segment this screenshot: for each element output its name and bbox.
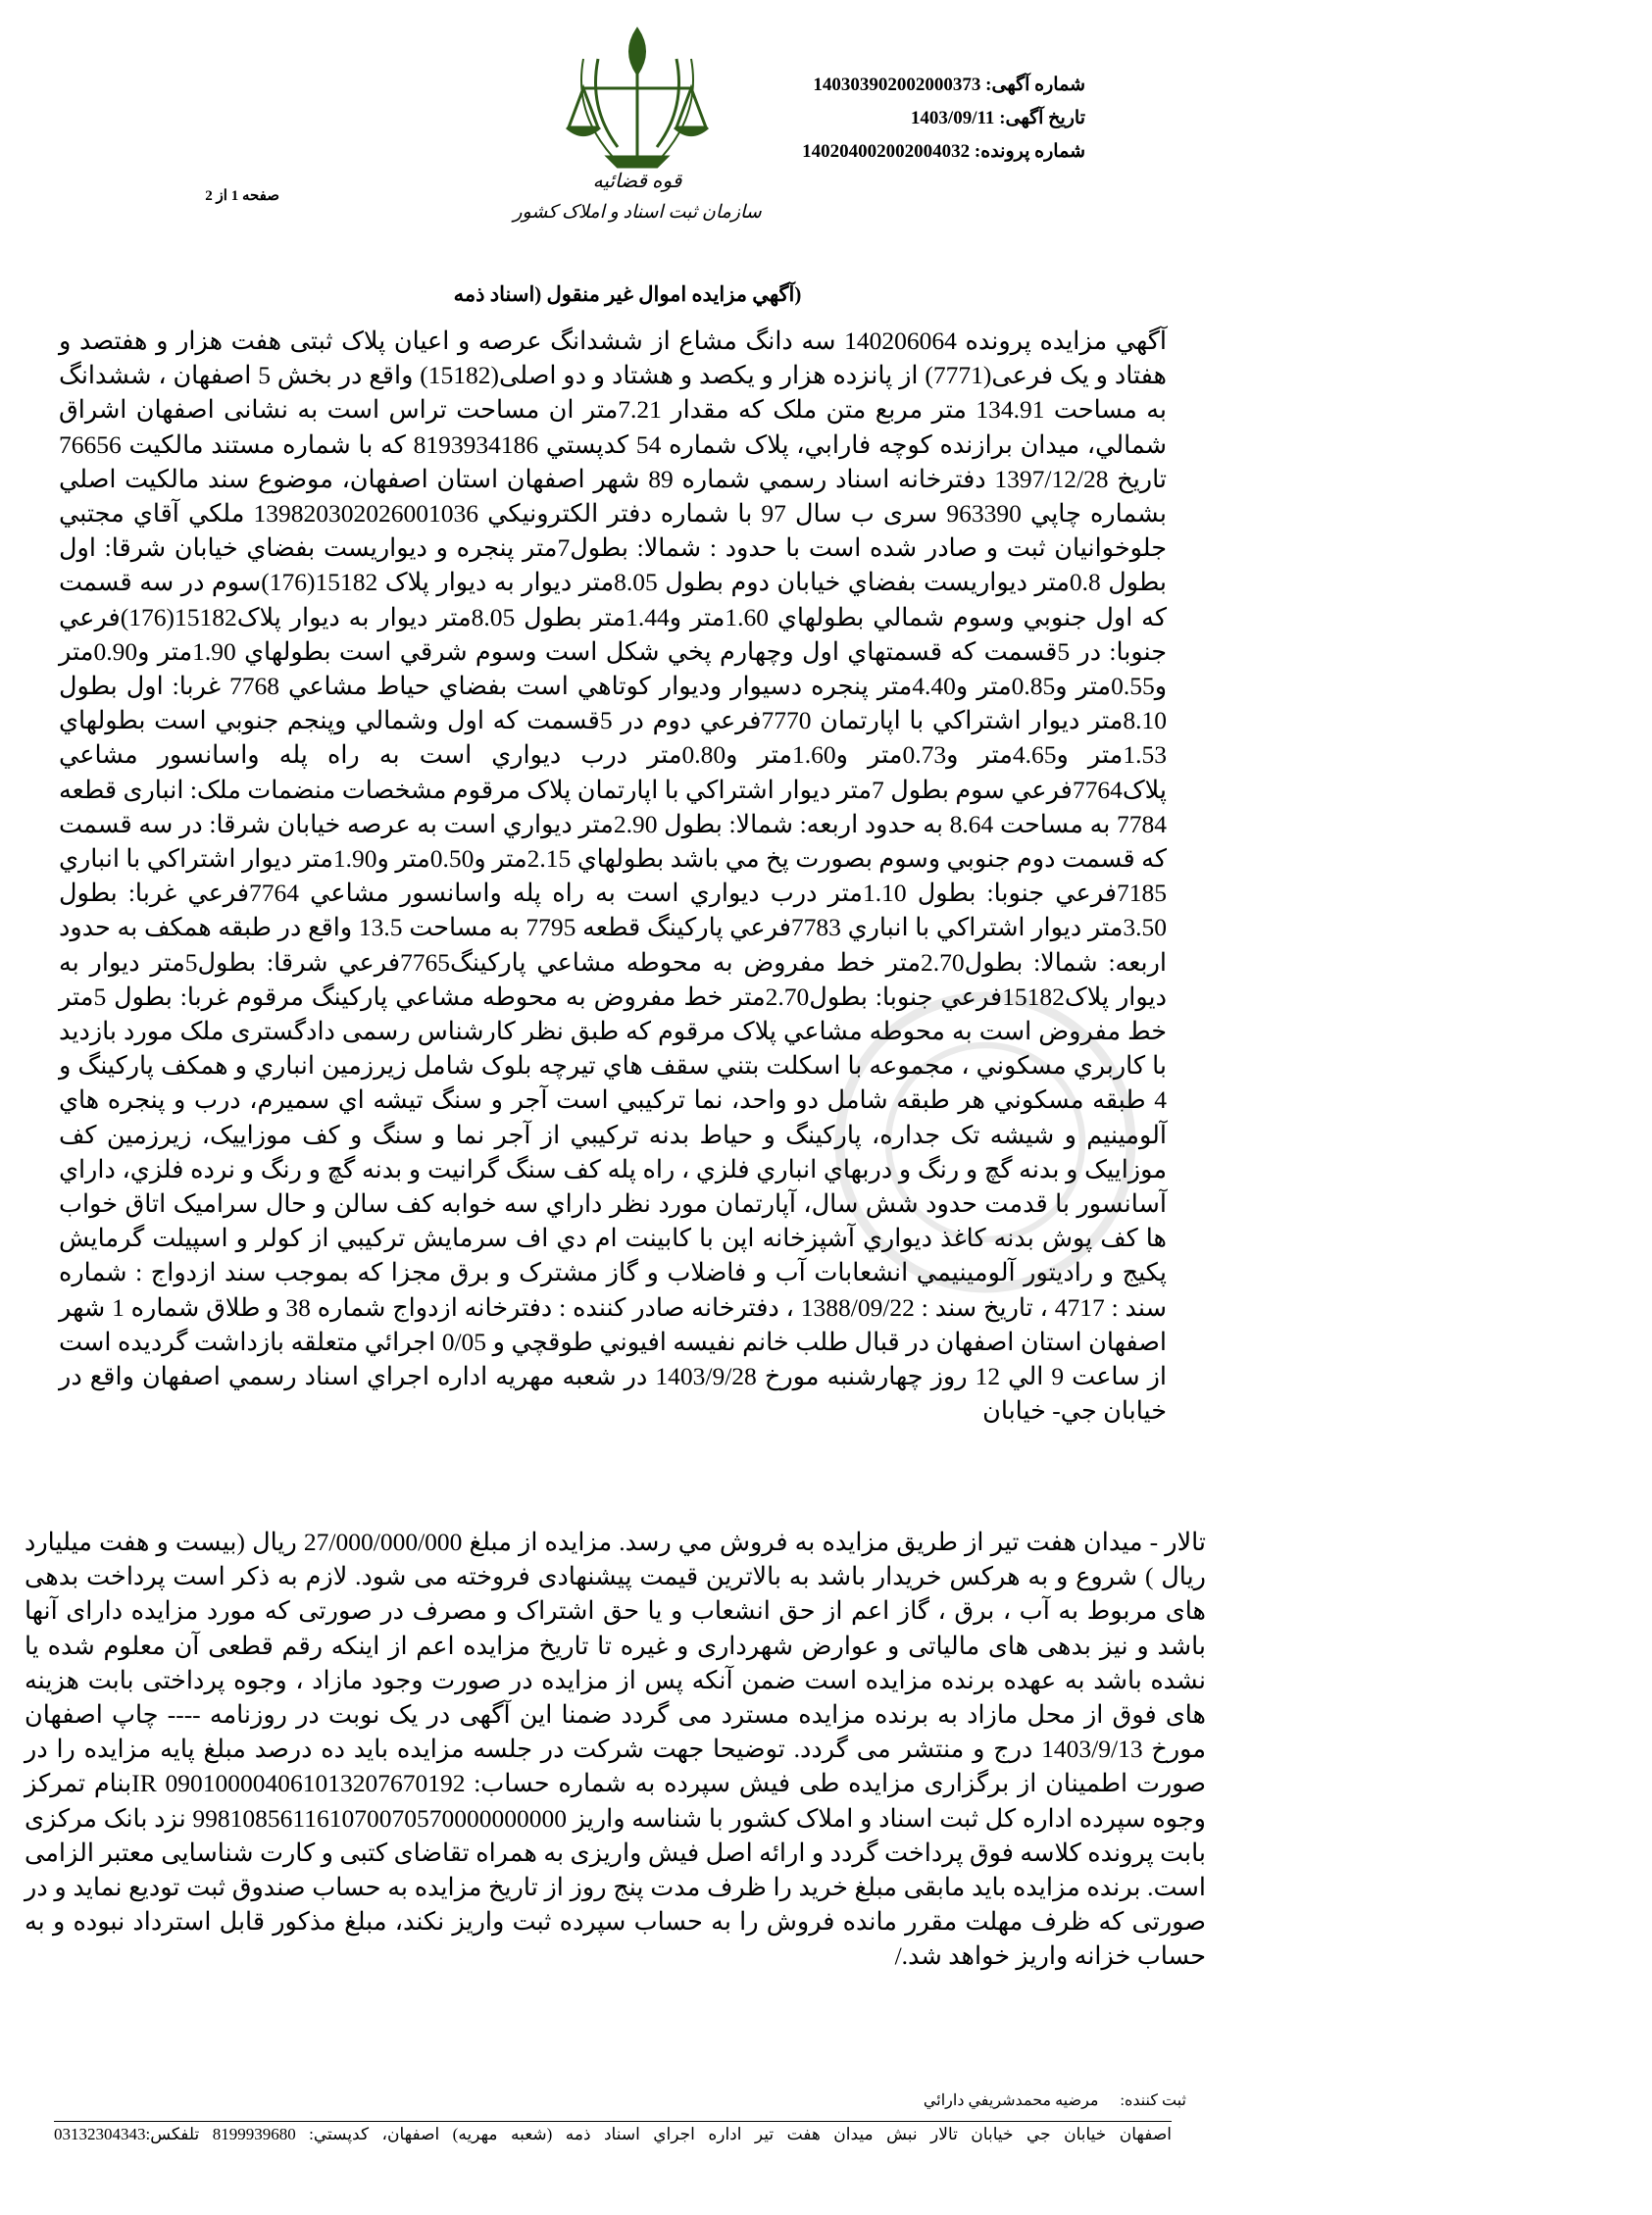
document-title: (آگهي مزايده اموال غير منقول (اسناد ذمه (453, 282, 802, 306)
registrar-name: مرضیه محمدشریفي دارائي (923, 2092, 1099, 2109)
paragraph-auction-terms: تالار - ميدان هفت تير از طريق مزايده به فروش مي رسد. مزايده از مبلغ 27/000/000/000 ریال (بیست و هفت میلیارد ریال ) شروع و به هرکس خریدار باشد به بالاترین قیمت پیشنهادی فروخته می شود. لازم به ذکر است پرداخت بدهی های مربوط به آب ، برق ، گاز اعم از حق انشعاب و یا حق اشتراک و مصرف در صورتی که مورد مزایده دارای آنها باشد و نیز بدهی های مالیاتی و عوارض شهرداری و غیره تا تاریخ مزایده اعم از اینکه رقم قطعی آن معلوم شده یا نشده باشد به عهده برنده مزایده است ضمن آنکه پس از مزایده در صورت وجود مازاد ، وجوه پرداختی بابت هزینه های فوق از محل مازاد به برنده مزایده مسترد می گردد ضمنا این آگهی در یک نوبت در روزنامه ---- چاپ اصفهان مورخ 1403/9/13 درج و منتشر می گردد. توضیحا جهت شرکت در جلسه مزایده باید ده درصد مبلغ پایه مزایده را در صورت اطمینان از برگزاری مزایده طی فیش سپرده به شماره حساب: IR 090100004061013207670192بنام تمرکز وجوه سپرده اداره کل ثبت اسناد و املاک کشور با شناسه واریز 998108561161070070570000000000 نزد بانک مرکزی بابت پرونده کلاسه فوق پرداخت گردد و ارائه اصل فیش واریزی به همراه تقاضای کتبی و کارت شناسایی معتبر الزامی است. برنده مزایده باید مابقی مبلغ خرید را ظرف مدت پنج روز از تاریخ مزایده به حساب صندوق ثبت تودیع نماید و در صورتی که ظرف مهلت مقرر مانده فروش را به حساب سپرده ثبت واریز نکند، مبلغ مذکور قابل استرداد نبوده و به حساب خزانه واریز خواهد شد./ (25, 1528, 1207, 1971)
registrar-row (765, 2090, 1186, 2110)
ad-date-label: تاریخ آگهی: (999, 108, 1085, 128)
auction-notice-body (59, 324, 1167, 1429)
registrar-label: ثبت کننده: (1120, 2092, 1186, 2109)
footer-divider (54, 2121, 1172, 2122)
case-number-label: شماره پرونده: (974, 141, 1085, 162)
header-meta (693, 69, 1085, 169)
ad-date: 1403/09/11 (910, 108, 995, 128)
auction-terms-body (25, 1525, 1206, 1974)
paragraph-property-description: آگهي مزايده پرونده 140206064 سه دانگ مشاع از ششدانگ عرصه و اعيان پلاک ثبتی هفت هزار و هفتصد و هفتاد و یک فرعی(7771) از پانزده هزار و یکصد و هشتاد و دو اصلی(15182) واقع در بخش 5 اصفهان ، ششدانگ به مساحت 134.91 متر مربع متن ملک که مقدار 7.21متر ان مساحت تراس است به نشانی اصفهان اشراق شمالي، ميدان برازنده کوچه فارابي، پلاک شماره 54 کدپستي 8193934186 که با شماره مستند مالکيت 76656 تاريخ 1397/12/28 دفترخانه اسناد رسمي شماره 89 شهر اصفهان استان اصفهان، موضوع سند مالکيت اصلي بشماره چاپي 963390 سری ب سال 97 با شماره دفتر الکترونيکي 139820302026001036 ملکي آقاي مجتبي جلوخوانيان ثبت و صادر شده است با حدود : شمالا: بطول7متر پنجره و ديواريست بفضاي خيابان شرقا: اول بطول 0.8متر ديواريست بفضاي خيابان دوم بطول 8.05متر ديوار به ديوار پلاک 15182(176)سوم در سه قسمت که اول جنوبي وسوم شمالي بطولهاي 1.60متر و1.44متر بطول 8.05متر ديوار به ديوار پلاک15182(176)فرعي جنوبا: در 5قسمت که قسمتهاي اول وچهارم پخي شکل است وسوم شرقي است بطولهاي 1.90متر و0.90متر و0.55متر و0.85متر و4.40متر پنجره دسيوار وديوار کوتاهي است بفضاي حياط مشاعي 7768 غربا: اول بطول 8.10متر ديوار اشتراکي با اپارتمان 7770فرعي دوم در 5قسمت که اول وشمالي وپنجم جنوبي است بطولهاي 1.53متر و4.65متر و0.73متر و1.60متر و0.80متر درب ديواري است به راه پله واسانسور مشاعي پلاک7764فرعي سوم بطول 7متر ديوار اشتراکي با اپارتمان پلاک مرقوم مشخصات منضمات ملک: انباری قطعه 7784 به مساحت 8.64 به حدود اربعه: شمالا: بطول 2.90متر ديواري است به عرصه خيابان شرقا: در سه قسمت که قسمت دوم جنوبي وسوم بصورت پخ مي باشد بطولهاي 2.15متر و0.50متر و1.90متر ديوار اشتراکي با انباري 7185فرعي جنوبا: بطول 1.10متر درب ديواري است به راه پله واسانسور مشاعي 7764فرعي غربا: بطول 3.50متر ديوار اشتراکي با انباري 7783فرعي پارکينگ قطعه 7795 به مساحت 13.5 واقع در طبقه همکف به حدود اربعه: شمالا: بطول2.70متر خط مفروض به محوطه مشاعي پارکينگ7765فرعي شرقا: بطول5متر ديوار به ديوار پلاک15182فرعي جنوبا: بطول2.70متر خط مفروض به محوطه مشاعي پارکينگ مرقوم غربا: بطول 5متر خط مفروض است به محوطه مشاعي پلاک مرقوم که طبق نظر کارشناس رسمی دادگستری ملک مورد بازديد با کاربري مسکوني ، مجموعه با اسکلت بتني سقف هاي تيرچه بلوک شامل زيرزمين انباري و همکف پارکينگ و 4 طبقه مسکوني هر طبقه شامل دو واحد، نما ترکيبي است آجر و سنگ تيشه اي سميرم، درب و پنجره هاي آلومينيم و شيشه تک جداره، پارکينگ و حياط بدنه ترکيبي از آجر نما و سنگ و کف موزاييک، زيرزمين کف موزاييک و بدنه گچ و رنگ و دربهاي انباري فلزي ، راه پله کف سنگ گرانيت و بدنه گچ و رنگ و نرده فلزي، داراي آسانسور با قدمت حدود شش سال، آپارتمان مورد نظر داراي سه خوابه کف سالن و حال سراميک اتاق خواب ها کف پوش بدنه کاغذ ديواري آشپزخانه اپن با کابينت ام دي اف سرمايش ترکيبي از کولر و اسپيلت گرمايش پکيج و راديتور آلومينيمي انشعابات آب و فاضلاب و گاز مشترک و برق مجزا که بموجب سند ازدواج : شماره سند : 4717 ، تاريخ سند : 1388/09/22 ، دفترخانه صادر کننده : دفترخانه ازدواج شماره 38 و طلاق شماره 1 شهر اصفهان استان اصفهان در قبال طلب خانم نفيسه افيوني طوقچي و 0/05 اجرائي متعلقه بازداشت گرديده است از ساعت 9 الي 12 روز چهارشنبه مورخ 1403/9/28 در شعبه مهريه اداره اجراي اسناد رسمي اصفهان واقع در خيابان جي- خيابان (59, 327, 1168, 1426)
footer-address: اصفهان خيابان جي خيابان تالار نبش ميدان هفت تير اداره اجراي اسناد ذمه (شعبه مهريه) اصفهان، کدپستي: 8199939680 تلفکس:03132304343 (54, 2125, 1172, 2143)
ad-number: 14030390200200037‌3 (813, 75, 981, 95)
org-name-line2: سازمان ثبت اسناد و املاک کشور (513, 202, 762, 223)
ad-number-label: شماره آگهی: (985, 75, 1085, 95)
case-number: 140204002002004032 (802, 141, 971, 162)
ad-number-row (693, 69, 1085, 102)
page-indicator: صفحه 1 از 2 (205, 188, 279, 204)
org-name-line1: قوه قضائیه (592, 171, 682, 192)
case-number-row (693, 135, 1085, 169)
ad-date-row (693, 102, 1085, 135)
